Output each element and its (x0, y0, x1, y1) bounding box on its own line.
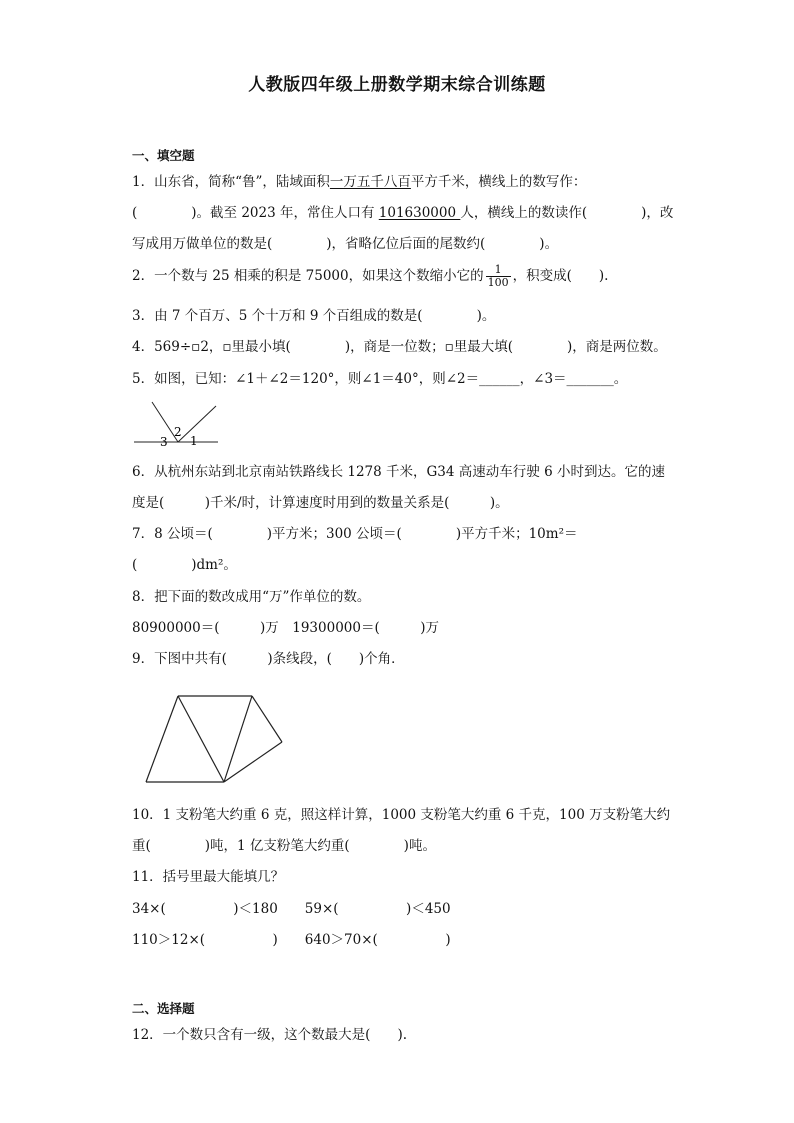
angle-label-1: 1 (190, 434, 198, 448)
segment-f (252, 696, 282, 742)
question-9: 9．下图中共有( )条线段，( )个角． (132, 651, 405, 667)
question-12: 12．一个数只含有一级，这个数最大是( ). (132, 1027, 408, 1043)
question-11-line-1: 11．括号里最大能填几？ (132, 869, 285, 885)
q1-text-post: 平方千米，横线上的数写作： (410, 174, 587, 190)
segment-e (224, 696, 252, 782)
question-7-line-1: 7．8 公顷＝( )平方米；300 公顷＝( )平方千米；10m²＝ (132, 526, 578, 542)
question-7-line-2: ( )dm²。 (132, 557, 237, 573)
question-1-line-2 (132, 204, 673, 222)
question-8-line-1: 8．把下面的数改成用“万”作单位的数。 (132, 589, 371, 605)
angle-label-3: 3 (160, 435, 168, 449)
question-6-line-1: 6．从杭州东站到北京南站铁路线长 1278 千米，G34 高速动车行驶 6 小时到达。它的速 (132, 464, 665, 480)
q1-underlined-area: 一万五千八百 (329, 174, 411, 190)
question-8-line-2: 80900000＝( )万 19300000＝( )万 (132, 620, 439, 636)
question-10-line-2: 重( )吨，1 亿支粉笔大约重( )吨。 (132, 838, 436, 854)
question-11-line-2: 34×( )＜180 59×( )＜450 (132, 901, 451, 917)
q2-text-pre: 2．一个数与 25 相乘的积是 75000，如果这个数缩小它的 (132, 268, 484, 284)
angle-label-2: 2 (174, 425, 182, 439)
segment-g (224, 742, 282, 782)
q2-fraction-denominator: 100 (487, 276, 509, 289)
section-heading-fill-in: 一、填空题 (132, 148, 195, 163)
q2-fraction (486, 264, 511, 289)
section-heading-multiple-choice: 二、选择题 (132, 1001, 195, 1016)
angle-figure (132, 400, 222, 450)
segments-figure (140, 688, 290, 788)
segment-a (146, 696, 178, 782)
question-5: 5．如图，已知：∠1＋∠2＝120°，则∠1＝40°，则∠2＝______，∠3＝_______。 (132, 371, 628, 387)
question-2 (132, 264, 608, 289)
question-6-line-2: 度是( )千米/时，计算速度时用到的数量关系是( )。 (132, 495, 509, 511)
question-4: 4．569÷▫2，▫里最小填( )，商是一位数；▫里最大填( )，商是两位数。 (132, 339, 667, 355)
segment-b (178, 696, 224, 782)
q2-text-post: ，积变成( ). (512, 268, 609, 284)
question-1-line-1 (132, 173, 586, 191)
question-11-line-3: 110＞12×( ) 640＞70×( ) (132, 932, 451, 948)
q1-l2-pre: ( )。截至 2023 年，常住人口有 (132, 205, 379, 221)
q1-underlined-population: 101630000 (378, 205, 461, 221)
q2-fraction-numerator: 1 (486, 264, 511, 277)
q1-l2-post: 人，横线上的数读作( )，改 (460, 205, 674, 221)
question-3: 3．由 7 个百万、5 个十万和 9 个百组成的数是( )。 (132, 308, 496, 324)
page-title: 人教版四年级上册数学期末综合训练题 (248, 75, 546, 95)
q1-text-pre: 1．山东省，简称“鲁”，陆域面积 (132, 174, 330, 190)
question-10-line-1: 10．1 支粉笔大约重 6 克，照这样计算，1000 支粉笔大约重 6 千克，100 万支粉笔大约 (132, 807, 671, 823)
question-1-line-3: 写成用万做单位的数是( )，省略亿位后面的尾数约( )。 (132, 236, 559, 252)
